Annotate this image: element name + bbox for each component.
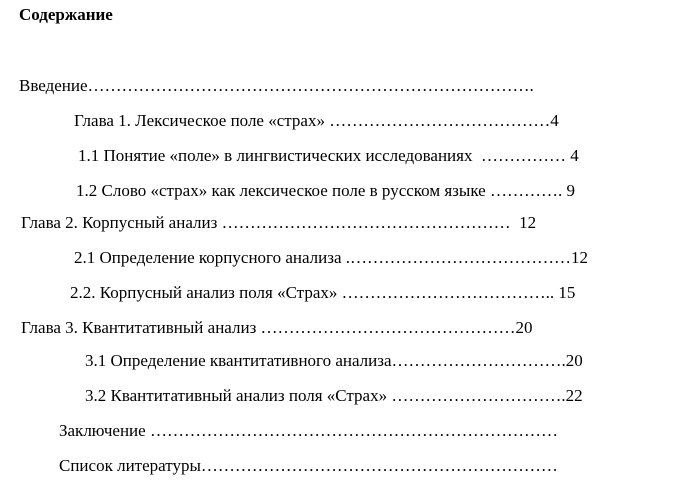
toc-entry-section-2-1: 2.1 Определение корпусного анализа .…………………………………12 [74,248,589,267]
toc-entry-section-2-2: 2.2. Корпусный анализ поля «Страх» ……………………………….. 15 [70,283,576,302]
toc-entry-chapter-3: Глава 3. Квантитативный анализ ………………………………………20 [21,318,533,337]
toc-entry-introduction: Введение……………………………………………………………………. [19,76,534,95]
toc-entry-section-3-2: 3.2 Квантитативный анализ поля «Страх» ………………………….22 [85,386,583,405]
toc-heading: Содержание [19,5,113,24]
toc-entry-section-1-1: 1.1 Понятие «поле» в лингвистических исследованиях …………… 4 [78,146,579,165]
toc-entry-chapter-2: Глава 2. Корпусный анализ …………………………………………… 12 [21,213,537,232]
toc-entry-references: Список литературы……………………………………………………… [59,456,558,475]
toc-entry-conclusion: Заключение ……………………………………………………………… [59,421,558,440]
toc-entry-chapter-1: Глава 1. Лексическое поле «страх» …………………………………4 [74,111,559,130]
toc-entry-section-1-2: 1.2 Слово «страх» как лексическое поле в русском языке …………. 9 [76,181,575,200]
toc-entry-section-3-1: 3.1 Определение квантитативного анализа………………………….20 [85,351,583,370]
